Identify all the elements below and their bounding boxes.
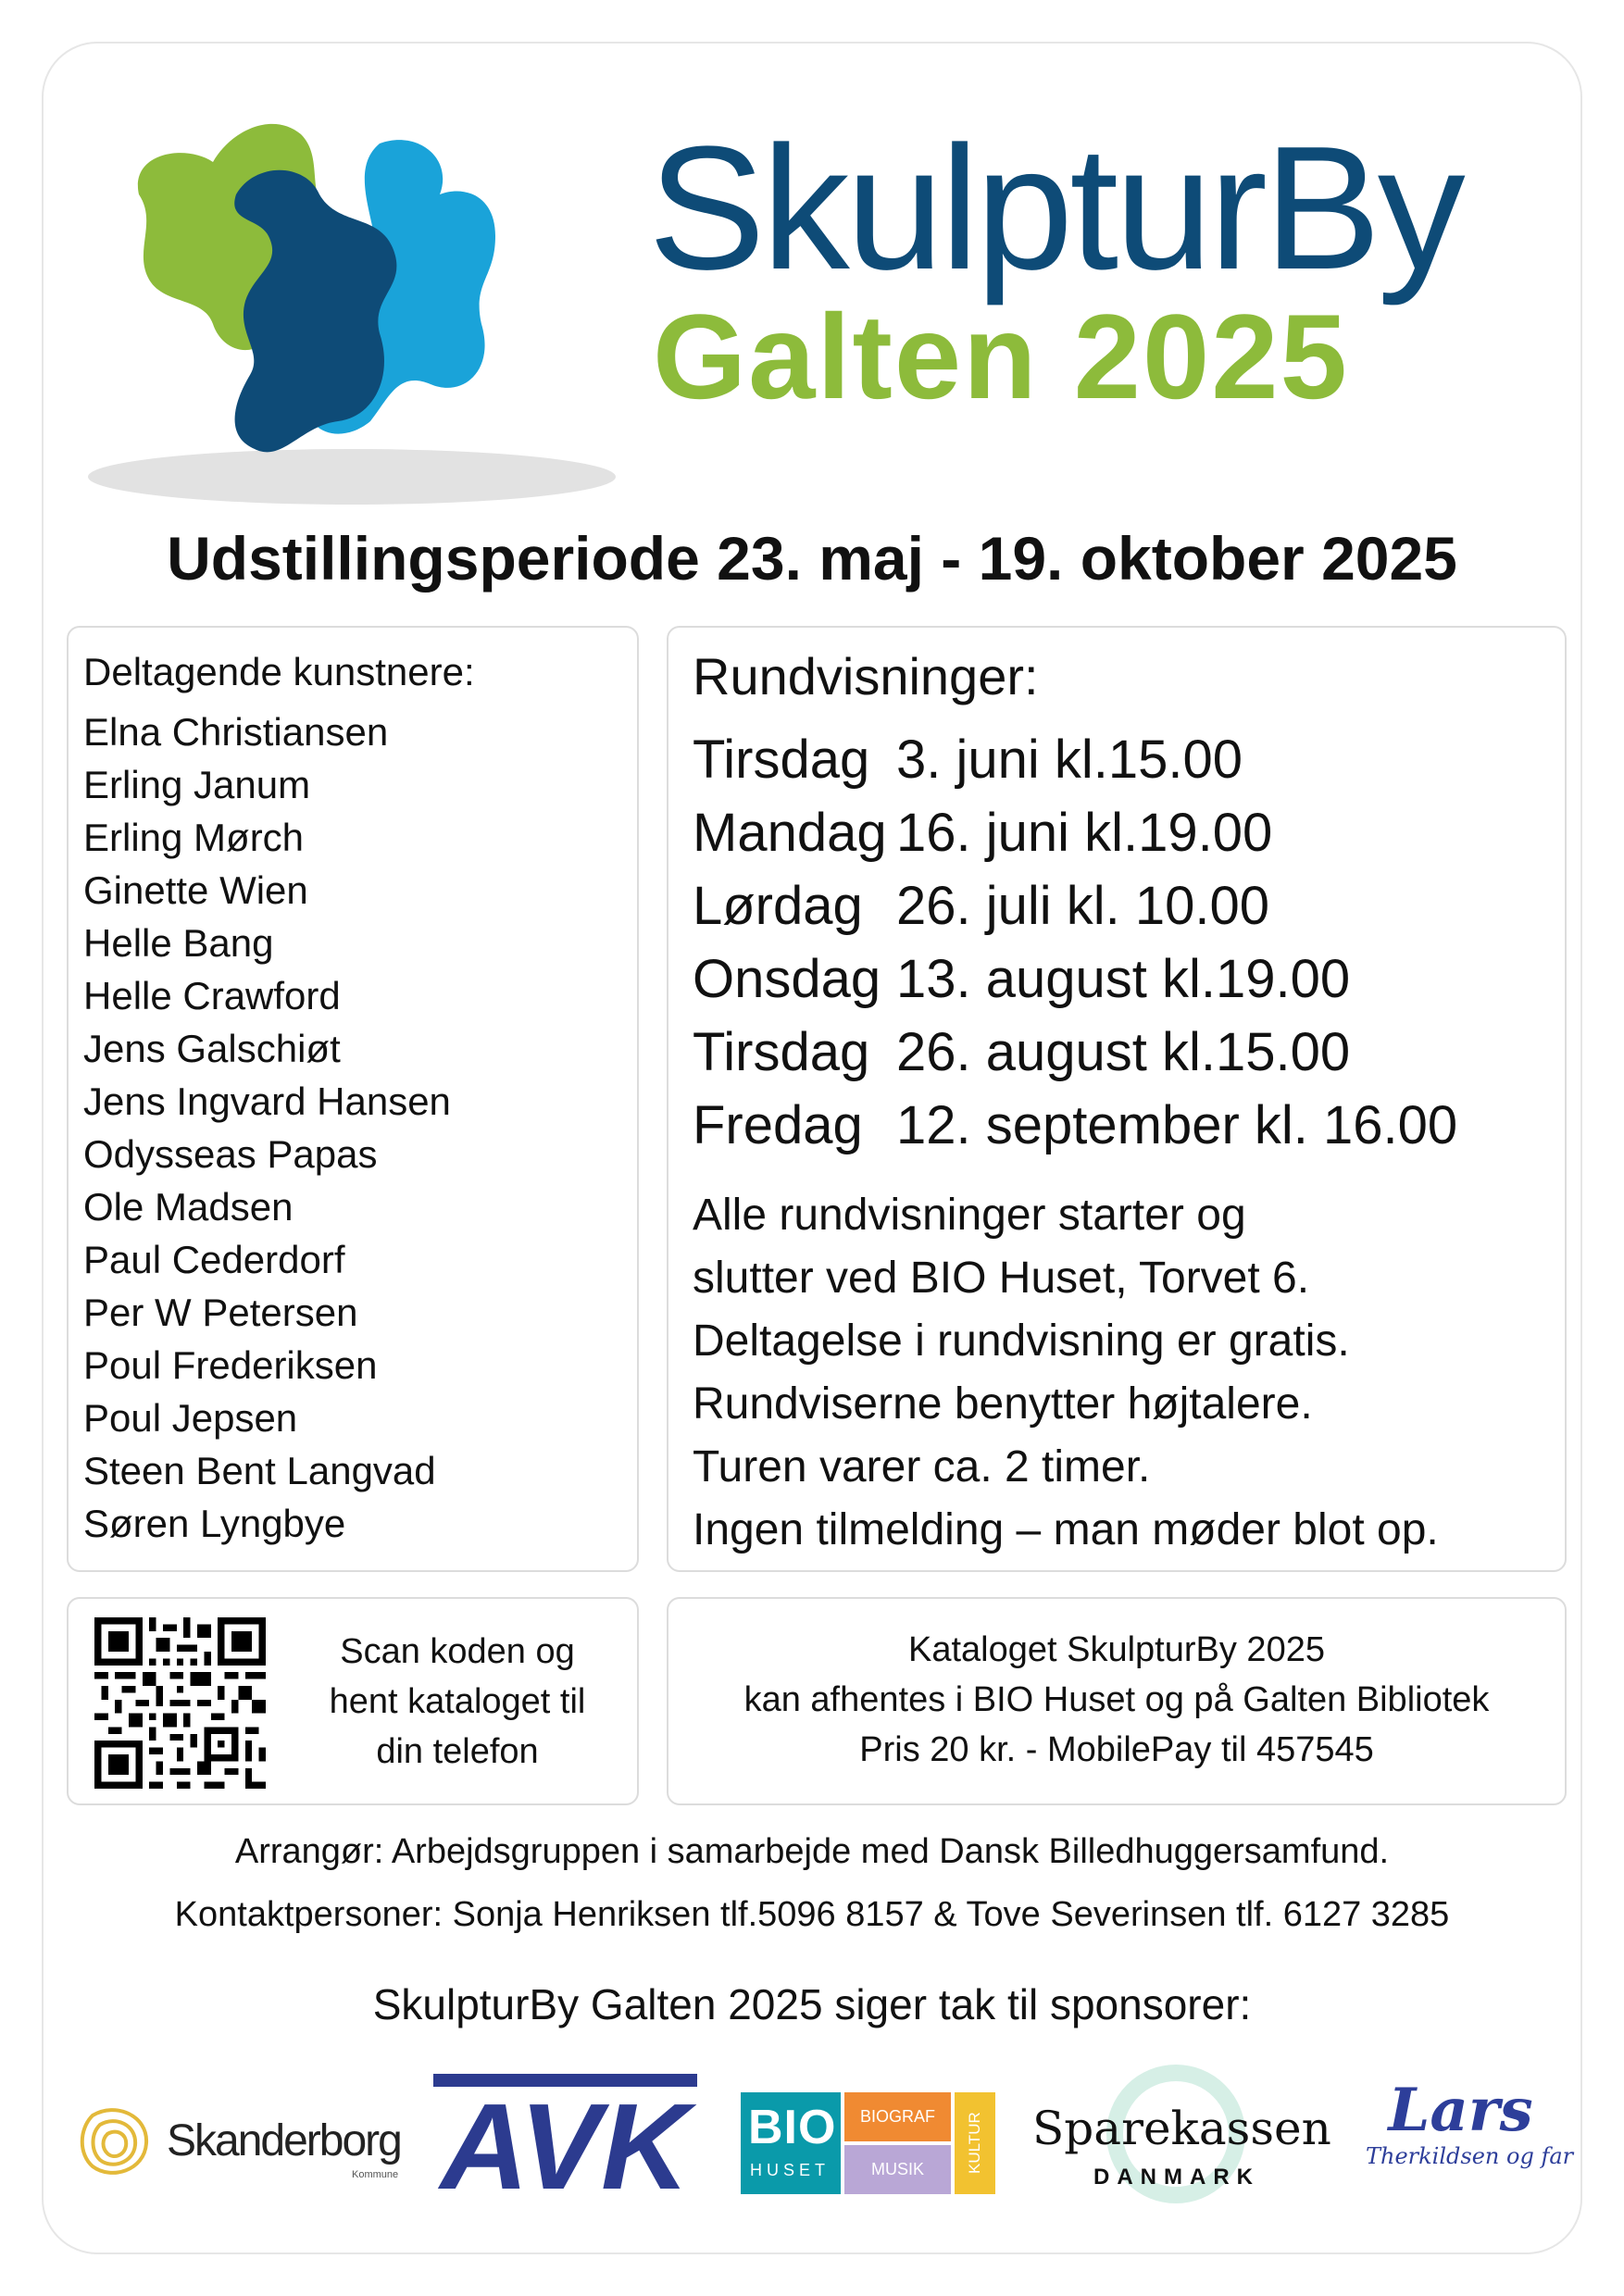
tour-day: Mandag (693, 803, 887, 863)
sponsor-thanks: SkulpturBy Galten 2025 siger tak til sponsorer: (372, 1980, 1252, 2028)
artist-name: Jens Ingvard Hansen (83, 1079, 451, 1123)
avk-logo (433, 2074, 697, 2194)
qr-instructions (291, 1627, 624, 1777)
catalog-line: Kataloget SkulpturBy 2025 (908, 1630, 1325, 1669)
tour-day: Tirsdag (693, 1022, 870, 1082)
info-line: Alle rundvisninger starter og (693, 1191, 1246, 1240)
tour-row (693, 723, 1541, 796)
tour-day: Tirsdag (693, 730, 870, 790)
info-line: Rundviserne benytter højtalere. (693, 1379, 1313, 1429)
artist-name: Ginette Wien (83, 868, 308, 912)
sparekassen-logo (1032, 2065, 1338, 2203)
artist-name: Erling Janum (83, 763, 311, 806)
tour-time: 26. juli kl. 10.00 (896, 876, 1270, 936)
bio-small-text: HUSET (750, 2161, 831, 2179)
sponsor-logos (74, 2060, 1574, 2208)
artist-name: Søren Lyngbye (83, 1502, 346, 1545)
tour-day: Fredag (693, 1095, 863, 1155)
tour-time: 16. juni kl.19.00 (896, 803, 1273, 863)
avk-text: AVK (440, 2078, 690, 2194)
sparekassen-sub: DANMARK (1093, 2165, 1260, 2190)
artist-name: Per W Petersen (83, 1291, 358, 1334)
tour-row (693, 869, 1541, 942)
organizer-line: Arrangør: Arbejdsgruppen i samarbejde med Dansk Billedhuggersamfund. (234, 1832, 1390, 1871)
artist-name: Poul Jepsen (83, 1396, 298, 1440)
artist-name: Elna Christiansen (83, 710, 389, 754)
bio-biograf: BIOGRAF (844, 2092, 951, 2141)
organizer-info (0, 1820, 1624, 1946)
tours-heading: Rundvisninger: (693, 647, 1039, 705)
tour-row (693, 942, 1541, 1016)
artist-name: Helle Crawford (83, 974, 341, 1017)
info-line: Turen varer ca. 2 timer. (693, 1442, 1151, 1491)
artist-name: Odysseas Papas (83, 1132, 378, 1176)
tour-row (693, 1016, 1541, 1089)
skulpturby-logo-icon (74, 56, 630, 509)
tour-day: Onsdag (693, 949, 881, 1009)
lars-sub: Therkildsen og far (1366, 2143, 1574, 2169)
qr-text-line: hent kataloget til (329, 1682, 586, 1721)
artists-box (67, 626, 639, 1572)
info-line: Deltagelse i rundvisning er gratis. (693, 1316, 1350, 1366)
catalog-text (668, 1625, 1565, 1775)
tour-row (693, 1089, 1541, 1162)
qr-text-line: din telefon (376, 1732, 539, 1771)
qr-box (67, 1597, 639, 1805)
qr-code-icon[interactable] (94, 1617, 266, 1789)
tour-time: 13. august kl.19.00 (896, 949, 1351, 1009)
tour-time: 12. september kl. 16.00 (896, 1095, 1458, 1155)
bio-kultur: KULTUR (966, 2112, 983, 2174)
lars-name: Lars (1388, 2076, 1533, 2145)
info-line: slutter ved BIO Huset, Torvet 6. (693, 1254, 1310, 1303)
lars-therkildsen-logo (1366, 2076, 1574, 2190)
bio-huset-block (741, 2092, 841, 2194)
artist-name: Steen Bent Langvad (83, 1449, 436, 1492)
exhibition-period: Udstillingsperiode 23. maj - 19. oktober 2025 (167, 524, 1457, 593)
qr-text-line: Scan koden og (340, 1632, 575, 1671)
tour-day: Lørdag (693, 876, 863, 936)
skanderborg-emblem-icon (74, 2097, 157, 2190)
skanderborg-name: Skanderborg (167, 2116, 401, 2165)
tour-time: 3. juni kl.15.00 (896, 730, 1243, 790)
catalog-line: kan afhentes i BIO Huset og på Galten Bibliotek (743, 1680, 1490, 1719)
bio-huset-logo (741, 2092, 995, 2194)
artist-name: Erling Mørch (83, 816, 305, 859)
title-skulpturby: SkulpturBy (648, 110, 1462, 306)
artist-name: Ole Madsen (83, 1185, 294, 1229)
skanderborg-sub: Kommune (352, 2169, 399, 2180)
bio-kultur-block (955, 2092, 995, 2194)
artists-heading: Deltagende kunstnere: (83, 650, 475, 693)
artist-name: Jens Galschiøt (83, 1027, 341, 1070)
sparekassen-name: Sparekassen (1032, 2102, 1331, 2155)
title-galten-2025: Galten 2025 (653, 289, 1349, 424)
tours-box (667, 626, 1567, 1572)
info-line: Ingen tilmelding – man møder blot op. (693, 1505, 1439, 1554)
artist-name: Paul Cederdorf (83, 1238, 345, 1281)
catalog-box (667, 1597, 1567, 1805)
tours-info (693, 1184, 1541, 1562)
contact-line: Kontaktpersoner: Sonja Henriksen tlf.5096 8157 & Tove Severinsen tlf. 6127 3285 (174, 1895, 1450, 1934)
bio-big-text: BIO (748, 2101, 837, 2154)
artist-name: Helle Bang (83, 921, 274, 965)
bio-musik: MUSIK (844, 2145, 951, 2194)
artist-name: Poul Frederiksen (83, 1343, 378, 1387)
catalog-line: Pris 20 kr. - MobilePay til 457545 (859, 1730, 1374, 1769)
skanderborg-logo (74, 2097, 401, 2190)
tour-row (693, 796, 1541, 869)
tour-time: 26. august kl.15.00 (896, 1022, 1351, 1082)
